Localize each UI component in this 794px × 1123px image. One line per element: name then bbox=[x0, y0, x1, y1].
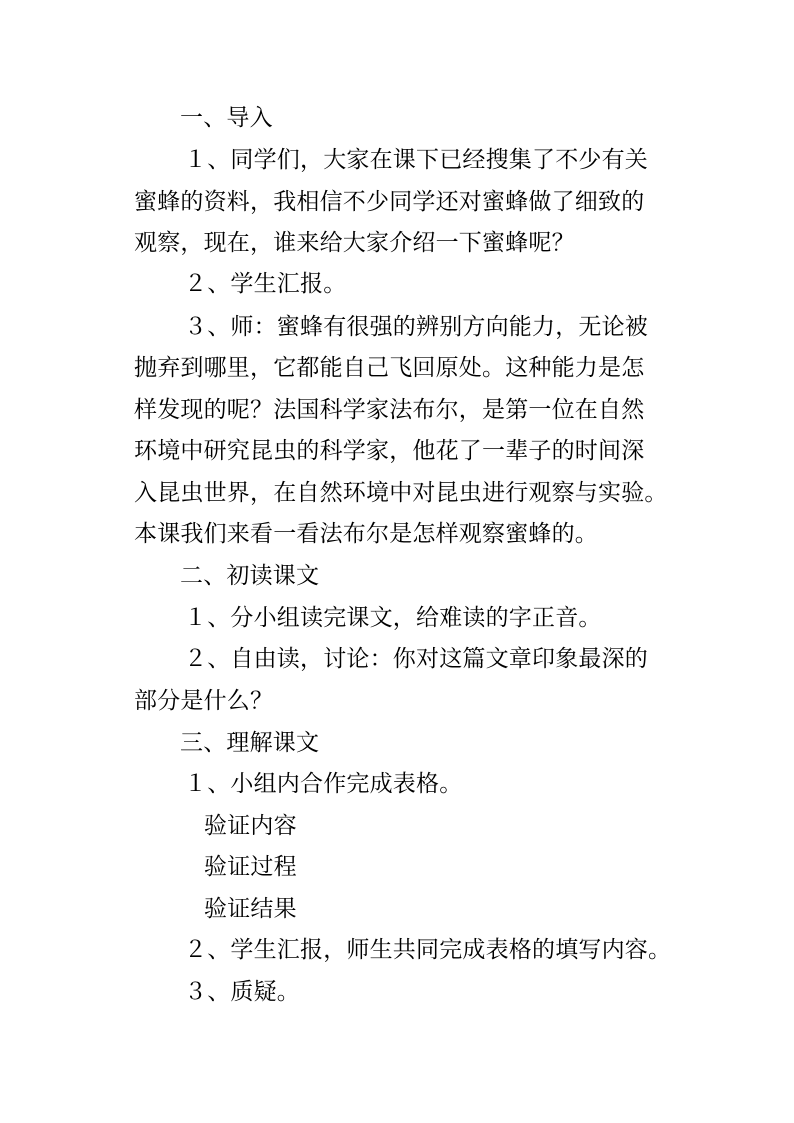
paragraph-line: １、分小组读完课文，给难读的字正音。 bbox=[184, 605, 602, 631]
paragraph-line: １、同学们，大家在课下已经搜集了不少有关 bbox=[184, 147, 648, 173]
paragraph-line: ３、师：蜜蜂有很强的辨别方向能力，无论被 bbox=[184, 314, 648, 340]
section-heading-intro: 一、导入 bbox=[180, 105, 273, 131]
paragraph-line: 蜜蜂的资料，我相信不少同学还对蜜蜂做了细致的 bbox=[134, 189, 645, 215]
paragraph-line: ２、学生汇报。 bbox=[184, 271, 347, 297]
paragraph-line: 抛弃到哪里，它都能自己飞回原处。这种能力是怎 bbox=[134, 355, 645, 381]
paragraph-line: 环境中研究昆虫的科学家，他花了一辈子的时间深 bbox=[134, 438, 645, 464]
paragraph-line: ２、学生汇报，师生共同完成表格的填写内容。 bbox=[184, 937, 672, 963]
paragraph-line: ３、质疑。 bbox=[184, 979, 300, 1005]
table-row-label-content: 验证内容 bbox=[204, 813, 297, 839]
table-row-label-process: 验证过程 bbox=[204, 854, 297, 880]
paragraph-line: 入昆虫世界，在自然环境中对昆虫进行观察与实验。 bbox=[134, 480, 668, 506]
paragraph-line: １、小组内合作完成表格。 bbox=[184, 771, 463, 797]
section-heading-understanding: 三、理解课文 bbox=[180, 730, 320, 756]
section-heading-first-reading: 二、初读课文 bbox=[180, 563, 320, 589]
table-row-label-result: 验证结果 bbox=[204, 896, 297, 922]
paragraph-line: 样发现的呢？法国科学家法布尔，是第一位在自然 bbox=[134, 397, 645, 423]
paragraph-line: ２、自由读，讨论：你对这篇文章印象最深的 bbox=[184, 646, 648, 672]
paragraph-line: 本课我们来看一看法布尔是怎样观察蜜蜂的。 bbox=[134, 521, 598, 547]
paragraph-line: 部分是什么？ bbox=[134, 688, 274, 714]
paragraph-line: 观察，现在，谁来给大家介绍一下蜜蜂呢？ bbox=[134, 230, 575, 256]
